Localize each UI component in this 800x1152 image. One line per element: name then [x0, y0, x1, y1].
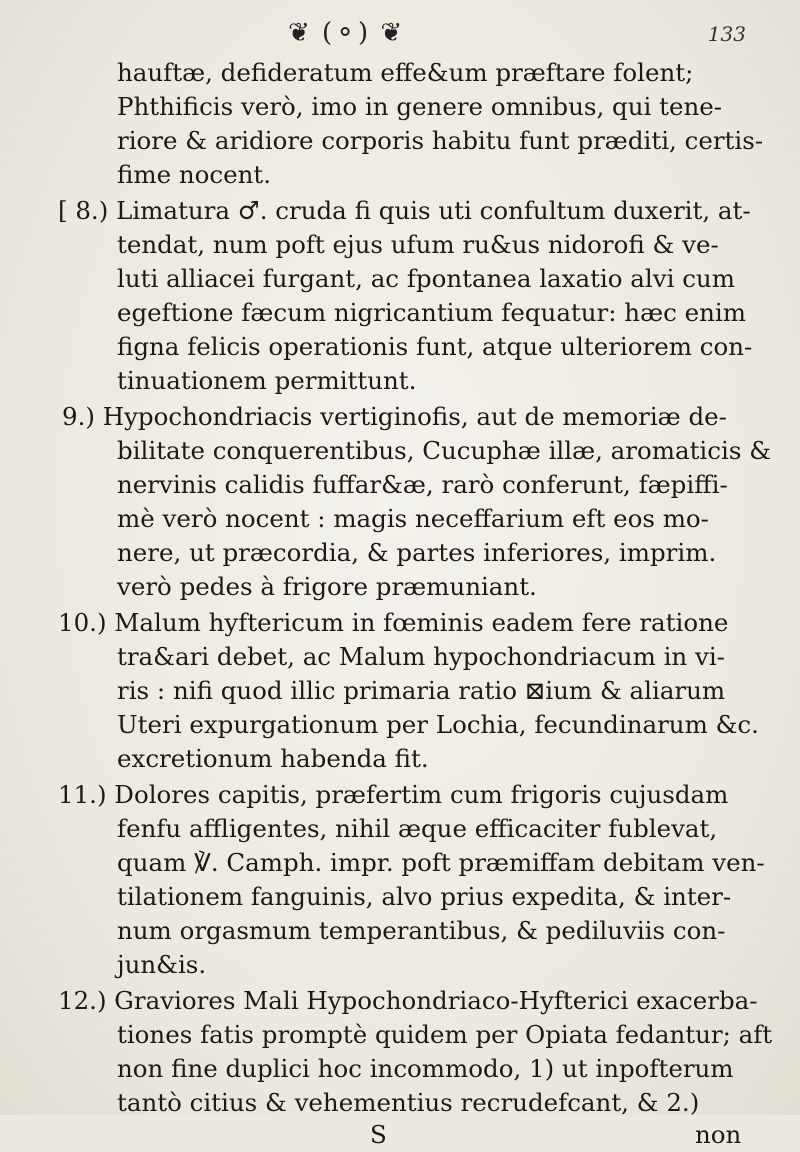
text-line: nervinis calidis fuffar&æ, rarò conferunt, fæpiffi-: [117, 470, 728, 499]
text-line: excretionum habenda fit.: [117, 744, 429, 773]
text-line: 11.) Dolores capitis, præfertim cum frigoris cujusdam: [58, 780, 729, 809]
text-line: tra&ari debet, ac Malum hypochondriacum in vi-: [117, 642, 725, 671]
text-line: figna felicis operationis funt, atque ulteriorem con-: [117, 332, 753, 361]
catchword: non: [695, 1120, 742, 1149]
text-line: riore & aridiore corporis habitu funt præditi, certis-: [117, 126, 764, 155]
text-line: tinuationem permittunt.: [117, 366, 417, 395]
page-number: 133: [707, 22, 746, 46]
text-line: num orgasmum temperantibus, & pediluviis con-: [117, 916, 726, 945]
text-line: Phthificis verò, imo in genere omnibus, qui tene-: [117, 92, 723, 121]
text-line: tilationem fanguinis, alvo prius expedita, & inter-: [117, 882, 732, 911]
text-line: verò pedes à frigore præmuniant.: [117, 572, 537, 601]
text-line: tantò citius & vehementius recrudefcant, & 2.): [117, 1088, 700, 1117]
text-line: hauftæ, defideratum effe&um præftare folent;: [117, 58, 694, 87]
text-line: mè verò nocent : magis neceffarium eft eos mo-: [117, 504, 709, 533]
running-head: [0, 12, 800, 52]
text-line: nere, ut præcordia, & partes inferiores, imprim.: [117, 538, 717, 567]
header-ornament: ❦ (⚬) ❦: [288, 18, 405, 48]
text-line: fime nocent.: [117, 160, 272, 189]
text-line: 12.) Graviores Mali Hypochondriaco-Hyfterici exacerba-: [58, 986, 758, 1015]
text-line: non fine duplici hoc incommodo, 1) ut inpofterum: [117, 1054, 734, 1083]
text-line: ris : nifi quod illic primaria ratio ⊠ium & aliarum: [117, 676, 726, 705]
text-line: fenfu affligentes, nihil æque efficaciter fublevat,: [117, 814, 718, 843]
text-line: 9.) Hypochondriacis vertiginofis, aut de memoriæ de-: [62, 402, 727, 431]
text-line: 10.) Malum hyftericum in fœminis eadem fere ratione: [58, 608, 729, 637]
text-line: luti alliacei furgant, ac fpontanea laxatio alvi cum: [117, 264, 735, 293]
text-line: [ 8.) Limatura ♂. cruda fi quis uti confultum duxerit, at-: [58, 196, 751, 225]
signature-mark: S: [370, 1120, 387, 1149]
text-line: bilitate conquerentibus, Cucuphæ illæ, aromaticis &: [117, 436, 771, 465]
text-line: egeftione fæcum nigricantium fequatur: hæc enim: [117, 298, 746, 327]
text-line: tendat, num poft ejus ufum ru&us nidorofi & ve-: [117, 230, 719, 259]
text-line: quam ℣. Camph. impr. poft præmiffam debitam ven-: [117, 848, 765, 877]
text-line: jun&is.: [117, 950, 207, 979]
text-line: Uteri expurgationum per Lochia, fecundinarum &c.: [117, 710, 759, 739]
text-line: tiones fatis promptè quidem per Opiata fedantur; aft: [117, 1020, 773, 1049]
